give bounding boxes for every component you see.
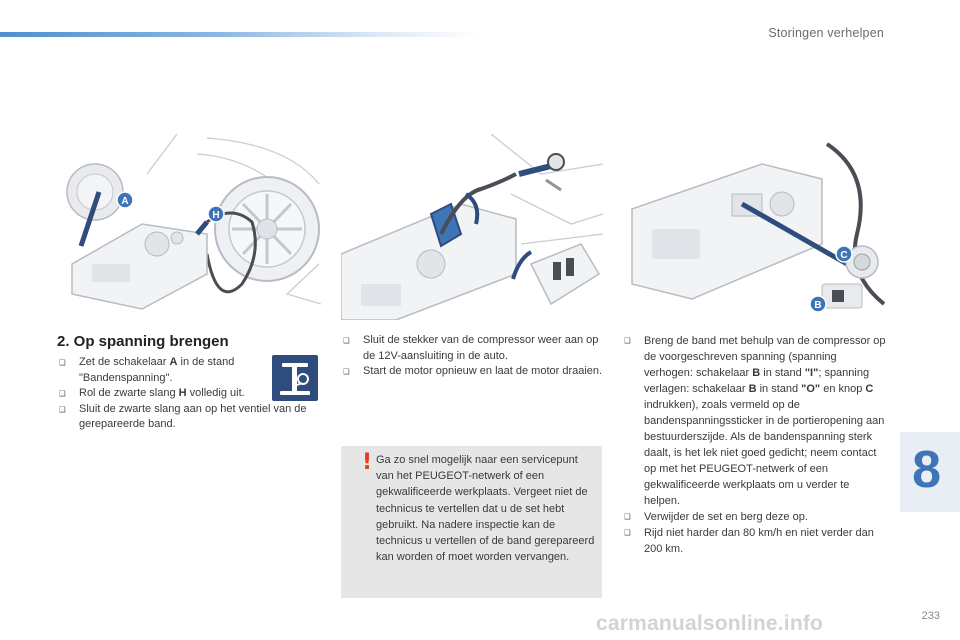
chapter-number: 8 xyxy=(912,441,941,499)
list-item: ❑ Verwijder de set en berg deze op. xyxy=(622,509,888,525)
list-item: ❑ Start de motor opnieuw en laat de motor draaien. xyxy=(341,364,603,380)
page-number: 233 xyxy=(921,610,940,622)
warning-text: Ga zo snel mogelijk naar een servicepunt van het PEUGEOT-netwerk of een gekwalificeerde werkplaats. Vergeet niet de technicus te vertellen dat u de set hebt gebruikt. Na nadere inspectie kan de technicus u vertellen of de band gerepareerd kan worden of moet worden vervangen. xyxy=(376,454,595,564)
list-item: ❑ Sluit de zwarte slang aan op het ventiel van de gerepareerde band. xyxy=(57,402,321,433)
list-item: ❑ Sluit de stekker van de compressor weer aan op de 12V-aansluiting in de auto. xyxy=(341,333,603,364)
watermark: carmanualsonline.info xyxy=(596,612,824,635)
warning-box xyxy=(341,446,602,598)
list-item: ❑ Zet de schakelaar A in de stand "Bandenspanning". xyxy=(57,355,253,386)
tire-pressure-gauge-icon xyxy=(272,355,318,401)
list-item: ❑ Breng de band met behulp van de compressor op de voorgeschreven spanning (spanning verhogen: schakelaar B in stand "I"; spanning verlagen: schakelaar B in stand "O" en knop C indrukken), zoals vermeld op de bandenspanningssticker in de portieropening aan bestuurderszijde. Als de bandenspanning sterk daalt, is het lek niet goed gedicht; neem contact op met het PEUGEOT-netwerk of een gekwalificeerde werkplaats om u verder te helpen. xyxy=(622,333,888,509)
header-accent-bar xyxy=(0,32,480,37)
svg-text:C: C xyxy=(840,250,848,261)
instructions-column-2 xyxy=(341,333,603,380)
list-item: ❑ Rijd niet harder dan 80 km/h en niet verder dan 200 km. xyxy=(622,525,888,557)
svg-text:A: A xyxy=(121,196,129,207)
instructions-column-3 xyxy=(622,333,888,557)
warning-icon: ! xyxy=(362,450,373,475)
illustration-compressor-hose xyxy=(57,134,321,320)
illustration-12v-plug xyxy=(341,134,603,320)
chapter-header-title: Storingen verhelpen xyxy=(768,26,884,40)
list-item: ❑ Rol de zwarte slang H volledig uit. xyxy=(57,386,253,402)
svg-text:B: B xyxy=(814,300,822,311)
section-title: 2. Op spanning brengen xyxy=(57,333,229,350)
svg-text:H: H xyxy=(212,210,220,221)
illustration-switch-panel xyxy=(622,134,888,320)
